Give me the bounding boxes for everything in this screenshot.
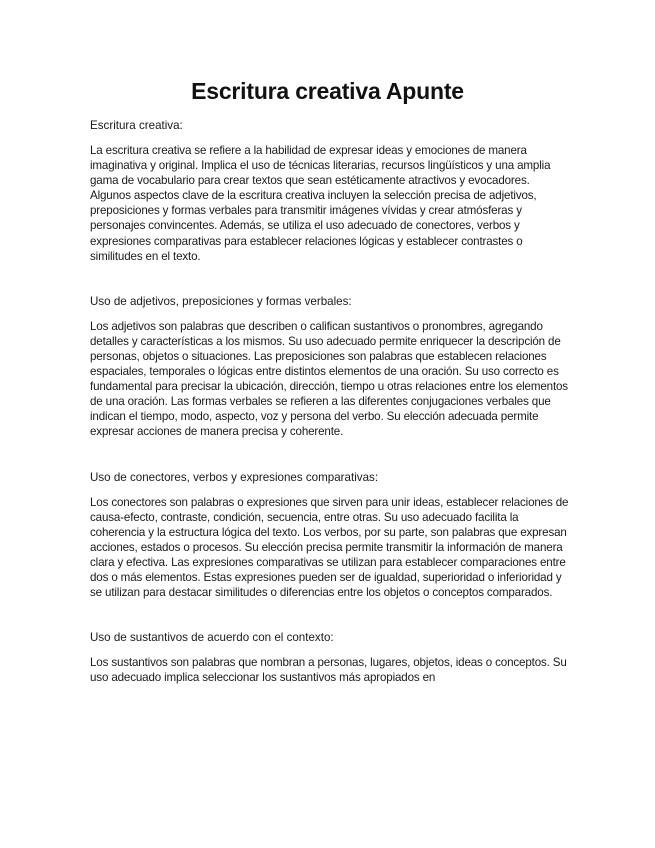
- section-conectores: [90, 470, 570, 601]
- section-heading: Escritura creativa:: [90, 119, 183, 132]
- section-adjetivos: [90, 294, 570, 440]
- document-body: [90, 118, 570, 685]
- document-title: Escritura creativa Apunte: [191, 78, 464, 104]
- section-spacer: [90, 264, 570, 294]
- section-heading: Uso de conectores, verbos y expresiones comparativas:: [90, 470, 379, 484]
- section-paragraph: Los adjetivos son palabras que describen o califican sustantivos o pronombres, agregando detalles y características a los mismos. Su uso adecuado permite enriquecer la descripción de personas, objetos o situaciones. Las preposiciones son palabras que establecen relaciones espaciales, temporales o lógicas entre distintos elementos de una oración. Su uso correcto es fundamental para precisar la ubicación, dirección, tiempo u otras relaciones entre los elementos de una oración. Las formas verbales se refieren a las diferentes conjugaciones verbales que indican el tiempo, modo, aspecto, voz y persona del verbo. Su elección adecuada permite expresar acciones de manera precisa y coherente.: [90, 319, 568, 439]
- section-heading: Uso de sustantivos de acuerdo con el contexto:: [90, 631, 334, 645]
- section-heading: Uso de adjetivos, preposiciones y formas verbales:: [90, 294, 352, 308]
- section-paragraph: La escritura creativa se refiere a la habilidad de expresar ideas y emociones de manera imaginativa y original. Implica el uso de técnicas literarias, recursos lingüísticos y una amplia gama de vocabulario para crear textos que sean estéticamente atractivos y evocadores. Algunos aspectos clave de la escritura creativa incluyen la selección precisa de adjetivos, preposiciones y formas verbales para transmitir imágenes vívidas y crear atmósferas y personajes convincentes. Además, se utiliza el uso adecuado de conectores, verbos y expresiones comparativas para establecer relaciones lógicas y establecer contrastes o similitudes en el texto.: [90, 144, 551, 263]
- section-paragraph: Los sustantivos son palabras que nombran a personas, lugares, objetos, ideas o conceptos. Su uso adecuado implica seleccionar los sustantivos más apropiados en: [90, 656, 567, 685]
- section-escritura-creativa: [90, 118, 570, 264]
- section-paragraph: Los conectores son palabras o expresiones que sirven para unir ideas, establecer relaciones de causa-efecto, contraste, condición, secuencia, entre otras. Su uso adecuado facilita la coherencia y la estructura lógica del texto. Los verbos, por su parte, son palabras que expresan acciones, estados o procesos. Su elección precisa permite transmitir la información de manera clara y efectiva. Las expresiones comparativas se utilizan para establecer comparaciones entre dos o más elementos. Estas expresiones pueden ser de igualdad, superioridad o inferioridad y se utilizan para destacar similitudes o diferencias entre los objetos o conceptos comparados.: [90, 495, 569, 600]
- section-spacer: [90, 440, 570, 470]
- section-sustantivos: [90, 630, 570, 685]
- section-spacer: [90, 600, 570, 630]
